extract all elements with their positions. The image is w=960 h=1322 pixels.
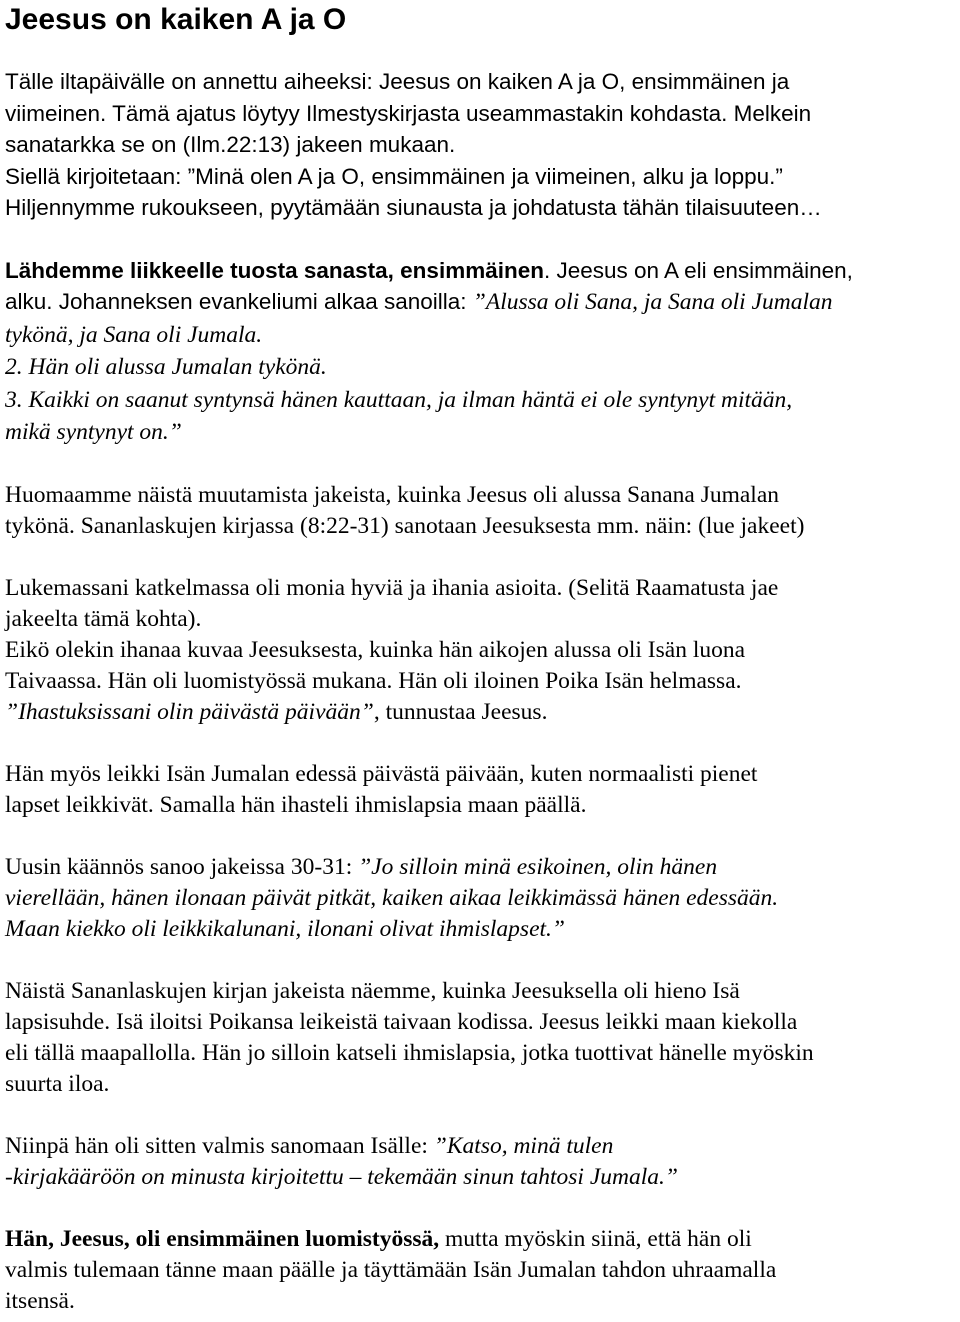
paragraph-line: itsensä. xyxy=(5,1287,75,1314)
scripture-quote: Maan kiekko oli leikkikalunani, ilonani olivat ihmislapset.” xyxy=(5,915,565,942)
scripture-quote: ”Ihastuksissani olin päivästä päivään” xyxy=(5,698,374,725)
paragraph-line: suurta iloa. xyxy=(5,1070,110,1097)
scripture-quote: vierellään, hänen ilonaan päivät pitkät, kaiken aikaa leikkimässä hänen edessään. xyxy=(5,884,779,911)
paragraph-line: jakeelta tämä kohta). xyxy=(5,605,202,632)
alpha-bold-lead: Lähdemme liikkeelle tuosta sanasta, ensimmäinen xyxy=(5,257,544,283)
scripture-quote: tykönä, ja Sana oli Jumala. xyxy=(5,321,263,348)
leikki-paragraph xyxy=(5,759,960,821)
huomaamme-paragraph xyxy=(5,480,960,542)
naista-paragraph xyxy=(5,976,960,1100)
paragraph-bold-lead: Hän, Jeesus, oli ensimmäinen luomistyössä, xyxy=(5,1225,440,1252)
scripture-quote: ”Jo silloin minä esikoinen, olin hänen xyxy=(358,853,718,880)
scripture-quote: 2. Hän oli alussa Jumalan tykönä. xyxy=(5,354,327,380)
intro-line: viimeinen. Tämä ajatus löytyy Ilmestyskirjasta useammastakin kohdasta. Melkein xyxy=(5,100,812,126)
paragraph-line: Uusin käännös sanoo jakeissa 30-31: xyxy=(5,853,359,880)
alpha-paragraph xyxy=(5,255,960,449)
paragraph-line: Lukemassani katkelmassa oli monia hyviä ja ihania asioita. (Selitä Raamatusta jae xyxy=(5,574,779,601)
lukemassani-paragraph xyxy=(5,573,960,728)
paragraph-line: Huomaamme näistä muutamista jakeista, kuinka Jeesus oli alussa Sanana Jumalan xyxy=(5,481,780,508)
paragraph-line: Hän myös leikki Isän Jumalan edessä päivästä päivään, kuten normaalisti pienet xyxy=(5,760,758,787)
paragraph-line: Näistä Sananlaskujen kirjan jakeista näemme, kuinka Jeesuksella oli hieno Isä xyxy=(5,977,740,1004)
paragraph-line: Niinpä hän oli sitten valmis sanomaan Isälle: xyxy=(5,1132,434,1159)
scripture-quote: ”Alussa oli Sana, ja Sana oli Jumalan xyxy=(472,289,833,315)
scripture-quote: -kirjakääröön on minusta kirjoitettu – tekemään sinun tahtosi Jumala.” xyxy=(5,1163,678,1190)
paragraph-line: Eikö olekin ihanaa kuvaa Jeesuksesta, kuinka hän aikojen alussa oli Isän luona xyxy=(5,636,746,663)
scripture-quote: mikä syntynyt on.” xyxy=(5,419,182,445)
document-title: Jeesus on kaiken A ja O xyxy=(5,3,347,36)
paragraph-line: tykönä. Sananlaskujen kirjassa (8:22-31) sanotaan Jeesuksesta mm. näin: (lue jakeet) xyxy=(5,512,805,539)
paragraph-line: valmis tulemaan tänne maan päälle ja täyttämään Isän Jumalan tahdon uhraamalla xyxy=(5,1256,777,1283)
paragraph-line: lapsisuhde. Isä iloitsi Poikansa leikeistä taivaan kodissa. Jeesus leikki maan kiekolla xyxy=(5,1008,798,1035)
scripture-quote: 3. Kaikki on saanut syntynsä hänen kauttaan, ja ilman häntä ei ole syntynyt mitään, xyxy=(5,386,793,413)
paragraph-line: eli tällä maapallolla. Hän jo silloin katseli ihmislapsia, jotka tuottivat hänelle myöskin xyxy=(5,1039,814,1066)
scripture-quote: ”Katso, minä tulen xyxy=(433,1132,614,1159)
intro-line: Siellä kirjoitetaan: ”Minä olen A ja O, ensimmäinen ja viimeinen, alku ja loppu.” xyxy=(5,163,783,189)
paragraph-line: lapset leikkivät. Samalla hän ihasteli ihmislapsia maan päällä. xyxy=(5,791,587,818)
intro-line: Tälle iltapäivälle on annettu aiheeksi: Jeesus on kaiken A ja O, ensimmäinen ja xyxy=(5,69,790,94)
alpha-text: . Jeesus on A eli ensimmäinen, xyxy=(543,257,853,283)
niinpa-paragraph xyxy=(5,1131,960,1193)
paragraph-line: Taivaassa. Hän oli luomistyössä mukana. Hän oli iloinen Poika Isän helmassa. xyxy=(5,667,742,694)
alpha-text: alku. Johanneksen evankeliumi alkaa sanoilla: xyxy=(5,289,473,314)
intro-paragraph xyxy=(5,66,960,224)
intro-line: Hiljennymme rukoukseen, pyytämään siunausta ja johdatusta tähän tilaisuuteen… xyxy=(5,195,822,220)
uusin-paragraph xyxy=(5,852,960,945)
han-paragraph xyxy=(5,1224,960,1317)
intro-line: sanatarkka se on (Ilm.22:13) jakeen mukaan. xyxy=(5,132,456,157)
paragraph-line: , tunnustaa Jeesus. xyxy=(373,698,548,725)
paragraph-line: mutta myöskin siinä, että hän oli xyxy=(439,1225,752,1252)
